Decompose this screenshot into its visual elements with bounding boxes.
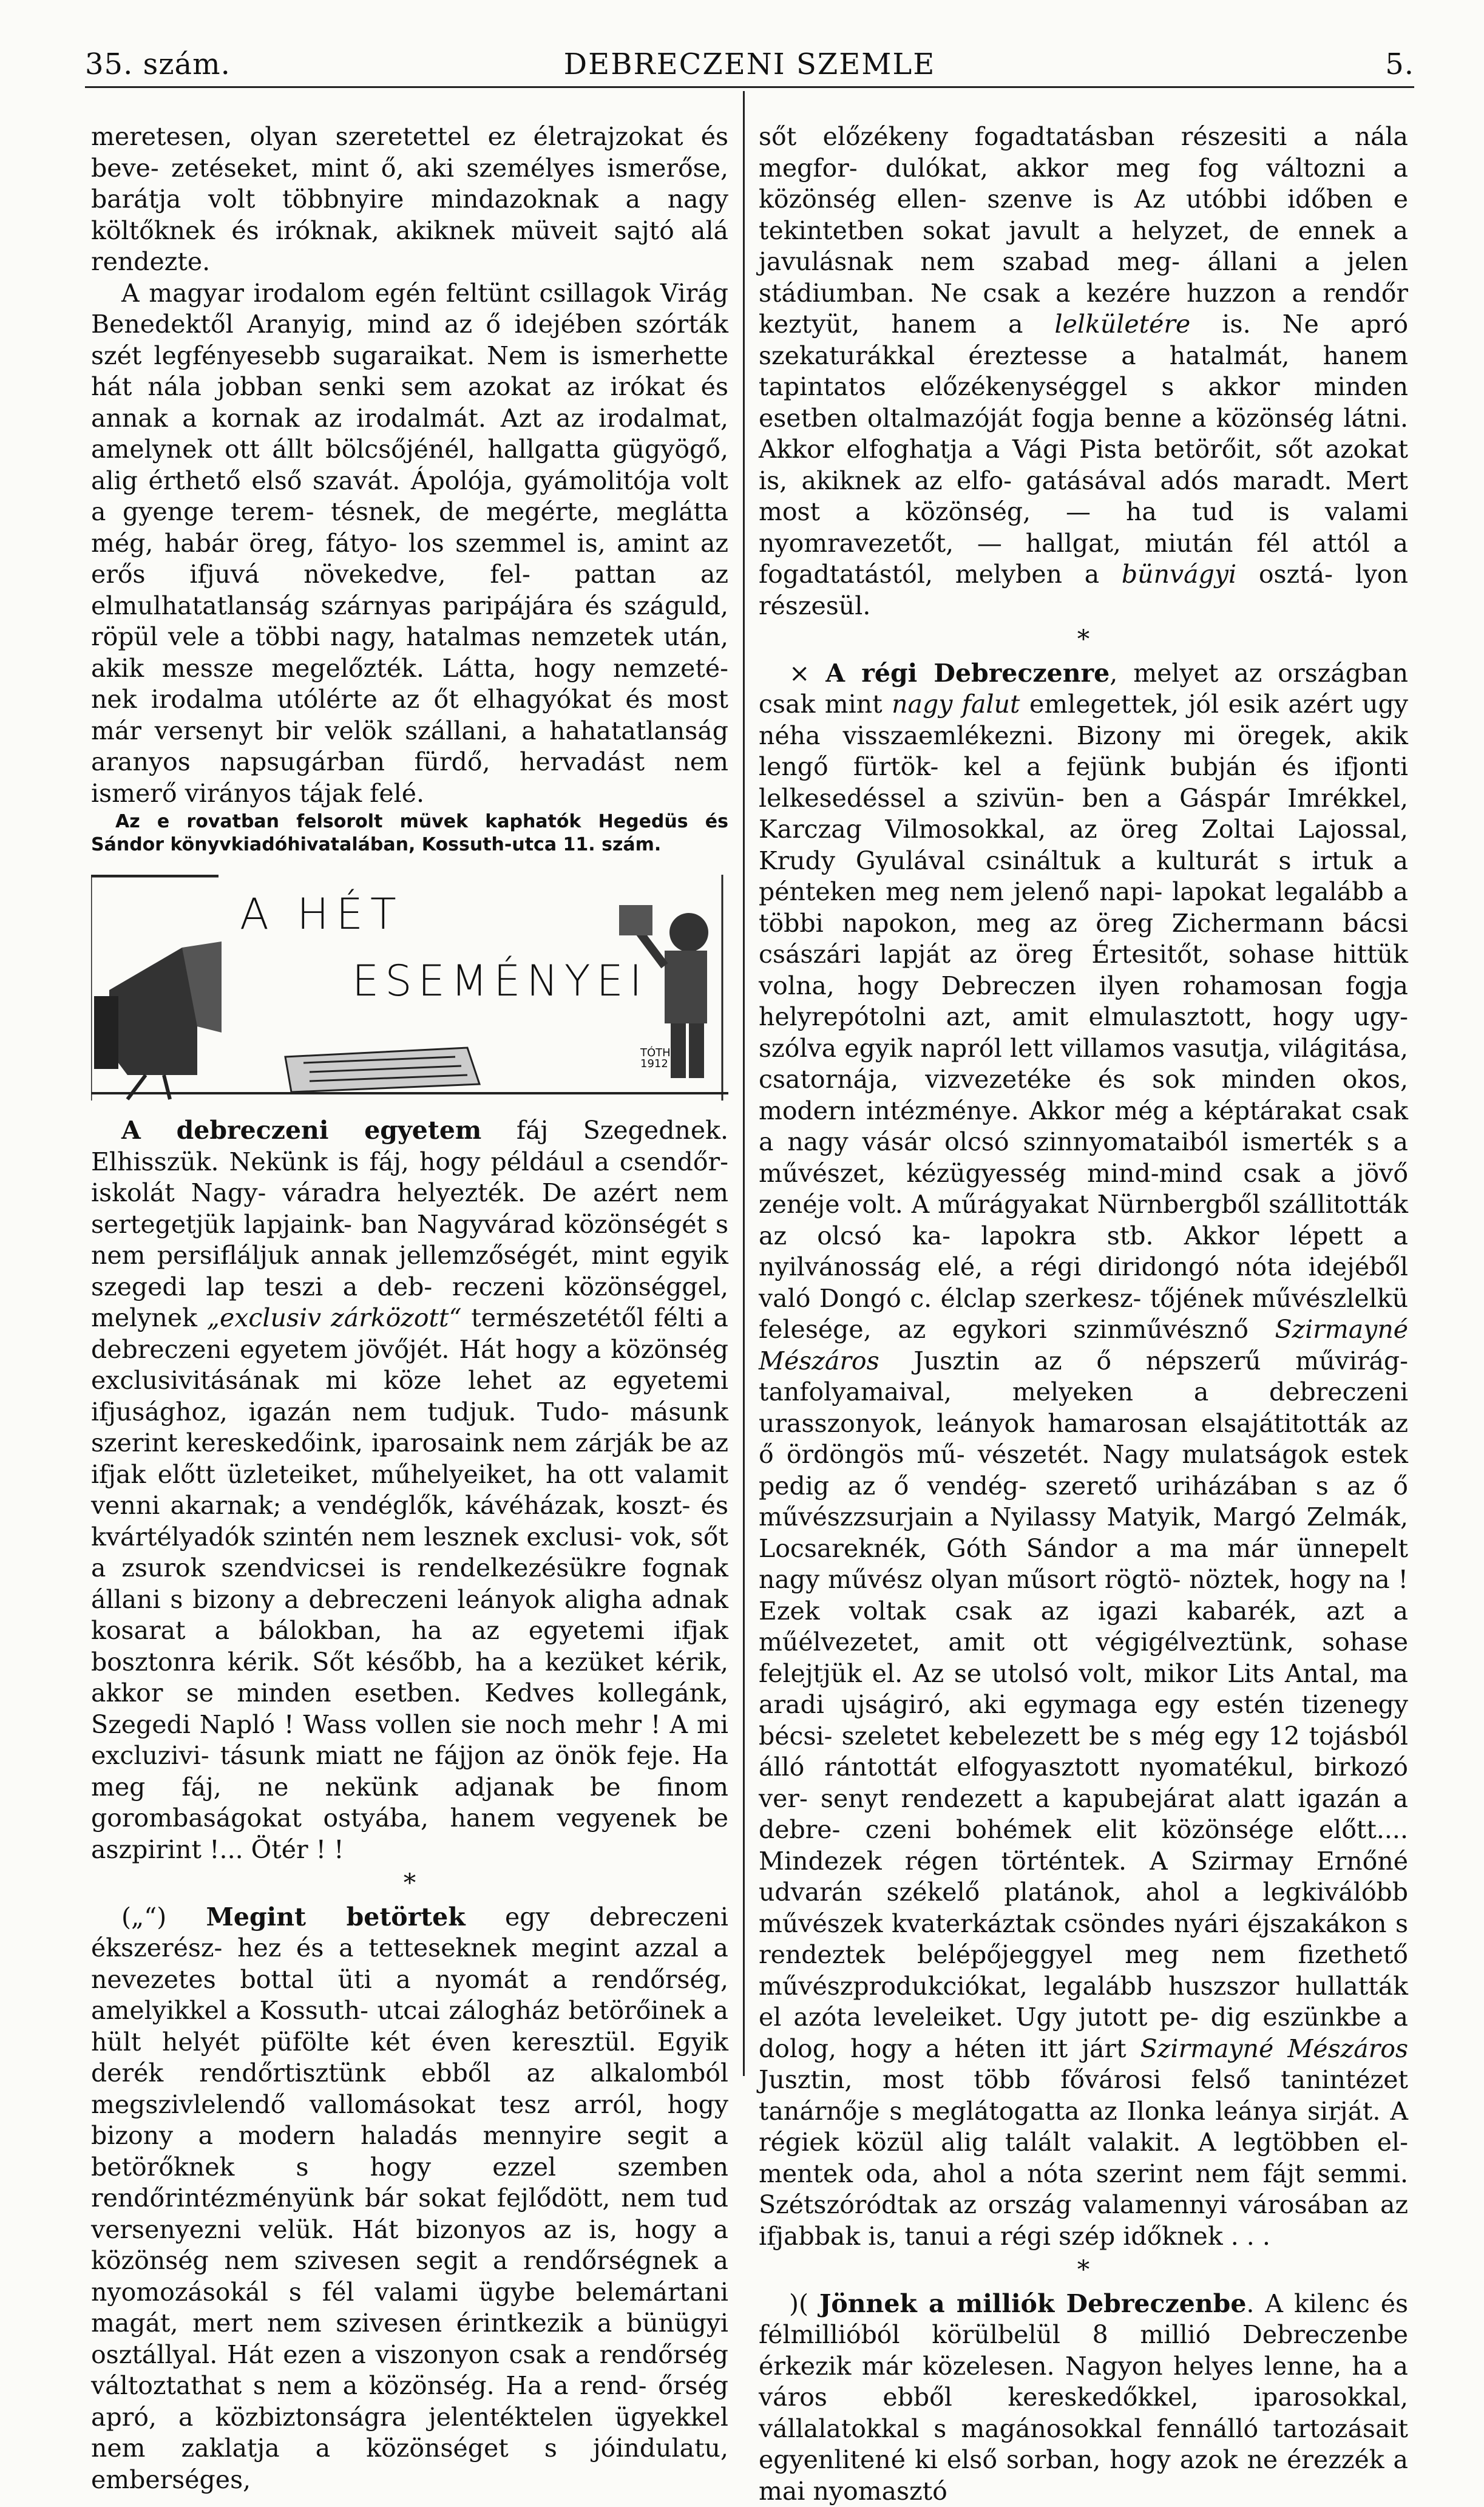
banner-title-line1: A HÉT — [240, 899, 404, 931]
article-heading: A régi Debreczenre — [825, 659, 1110, 688]
banner-signature — [640, 1048, 671, 1070]
article-regi-debreczen: × A régi Debreczenre, melyet az országban csak mint nagy falut emlegettek, jól esik azért ugy néha visszaemlékezni. Bizony mi öregek, akik lengő fürtök- kel a fejünk bubján és ifjonti lelkesedéssel a szivün- ben a Gáspár Imrékkel, Karczag Vilmosokkal, az öreg Zoltai Lajossal, Krudy Gyulával csináltuk a kulturát s irtuk a pénteken meg nem jelenő napi- lapokat legalább a többi napokon, meg az öreg Zichermann bácsi császári lapját az öreg Értesitőt, sohase hittük volna, hogy Debreczen ilyen rohamosan fogja helyrepótolni azt, amit elmulasztott, hogy ugy- szólva egyik napról lett villamos vasutja, világitása, csatornája, vizvezetéke és sok minden okos, modern intézménye. Akkor még a képtárakat csak a nagy vásár olcsó szinnyomataiból ismerték s a művészet, kézügyesség mind-mind csak a jövő zenéje volt. A műrágyakat Nürnbergből szállitották az olcsó ka- lapokra stb. Akkor lépett a nyilvánosság elé, a régi diridongó nóta idejéből való Dongó c. élclap szerkesz- tőjének művészlelkü felesége, az egykori szinművésznő Szirmayné Mészáros Jusztin az ő népszerű művirág- tanfolyamaival, melyeken a debreczeni urasszonyok, leányok hamarosan elsajátitották az ő ördöngös mű- vészetét. Nagy mulatságok estek pedig az ő vendég- szerető uriházában s az ő művészzsurjain a Nyilassy Matyik, Margó Zelmák, Locsareknék, Góth Sándor a ma már ünnepelt nagy művész olyan műsort rögtö- nöztek, hogy na ! Ezek voltak csak az igazi kabarék, azt a műélvezetet, amit ott végigélveztünk, sohase felejtjük el. Az se utolsó volt, mikor Lits Antal, ma aradi ujságiró, aki egymaga egy estén tizenegy bécsi- szeletet kebelezett be s még egy 12 tojásból álló rántottát elfogyasztott nyomatékul, birkozó ver- senyt rendezett a kapubejárat alatt igazán a debre- czeni bohémek elit közönsége előtt.... Mindezek régen történtek. A Szirmay Ernőné udvarán székelő platánok, ahol a legkiválóbb művészek kvaterkáztak csöndes nyári éjszakákon s rendeztek belépőjeggyel meg nem fizethető művészprodukciókat, legalább huszszor hullatták el azóta leveleiket. Ugy jutott pe- dig eszünkbe a dolog, hogy a héten itt járt Szirmayné Mészáros Jusztin, most több fővárosi felső tanintézet tanárnője s meglátogatta az Ilonka leánya sirját. A régiek közül alig talált valakit. A legtöbben el- mentek oda, ahol a nóta szerint nem fájt semmi. Szétszóródtak az ország valamennyi városában az ifjabbak is, tanui a régi szép időknek . . . — [759, 658, 1408, 2253]
section-banner — [91, 875, 728, 1101]
signature-name: TÓTH — [640, 1048, 671, 1059]
page-header — [85, 47, 1414, 84]
article-milliok: )( Jönnek a milliók Debreczenbe. A kilenc és félmillióból körülbelül 8 millió Debreczenbe érkezik már közelesen. Nagyon helyes lenne, ha a város ebből kereskedőkkel, iparosokkal, vállalatokkal s magánosokkal fennálló tartozásait egyenlitené ki első sorban, hogy azok ne érezzék a mai nyomasztó — [759, 2288, 1408, 2507]
separator-star: * — [759, 624, 1408, 656]
article-heading: Jönnek a milliók Debreczenbe — [819, 2289, 1246, 2318]
quote: „exclusiv zárközott“ — [207, 1303, 462, 1332]
article-heading: A debreczeni egyetem — [121, 1116, 481, 1145]
separator-star: * — [91, 1868, 728, 1899]
issue-number: 35. szám. — [85, 47, 231, 81]
paragraph: meretesen, olyan szeretettel ez életrajzokat és beve- zetéseket, mint ő, aki személyes ismerőse, barátja volt többnyire mindazoknak a nagy költőknek és iróknak, akiknek müveit sajtó alá rendezte. — [91, 121, 728, 278]
article-heading: Megint betörtek — [206, 1902, 466, 1932]
paragraph: A magyar irodalom egén feltünt csillagok Virág Benedektől Aranyig, mind az ő idejében szórták szét legfényesebb sugaraikat. Nem is ismerhette hát nála jobban senki sem azokat az irókat és annak a kornak az irodalmát. Azt az irodalmat, amelynek ott állt bölcsőjénél, hallgatta gügyögő, alig érthető első szavát. Ápolója, gyámolitója volt a gyenge terem- tésnek, de megérte, meglátta még, habár öreg, fátyo- los szemmel is, amint az erős ifjuvá növekedve, fel- pattan az elmulhatatlanság szárnyas paripájára és száguld, röpül vele a többi nagy, hatalmas nemzetek után, akik messze megelőzték. Látta, hogy nemzeté- nek irodalma utólérte az őt elhagyókat és most már versenyt bir velök szállani, a hahatatlanság aranyos napsugárban fürdő, hervadást nem ismerő virányos tájak felé. — [91, 278, 728, 810]
right-column — [759, 121, 1408, 2507]
left-column — [91, 121, 728, 2495]
separator-star: * — [759, 2254, 1408, 2286]
paragraph: sőt előzékeny fogadtatásban részesiti a nála megfor- dulókat, akkor meg fog változni a közönség ellen- szenve is Az utóbbi időben e tekintetben sokat javult a helyzet, de ennek a javulásnak nem szabad meg- állani a jelen stádiumban. Ne csak a kezére huzzon a rendőr keztyüt, hanem a lelkületére is. Ne apró szekaturákkal éreztesse a hatalmát, hanem tapintatos előzékenységgel s akkor minden esetben oltalmazóját fogja benne a közönség látni. Akkor elfoghatja a Vági Pista betörőit, sőt azokat is, akiknek az elfo- gatásával adós maradt. Mert most a közönség, — ha tud is valami nyomravezetőt, — hallgat, miután fél attól a fogadtatástól, melyben a bünvágyi osztá- lyon részesül. — [759, 121, 1408, 622]
masthead: DEBRECZENI SZEMLE — [85, 47, 1414, 81]
page-number: 5. — [1385, 47, 1414, 81]
article-egyetem: A debreczeni egyetem fáj Szegednek. Elhisszük. Nekünk is fáj, hogy például a csendőr-iskolát Nagy- váradra helyezték. De azért nem sertegetjük lapjaink- ban Nagyvárad közönségét s nem persifláljuk annak jellemzőségét, mint egyik szegedi lap teszi a deb- reczeni közönséggel, melynek „exclusiv zárközott“ természetétől félti a debreczeni egyetem jövőjét. Hát hogy a közönség exclusivitásának mi köze lehet az egyetemi ifjusághoz, igazán nem tudjuk. Tudo- másunk szerint kereskedőink, iparosaink nem zárják be az ifjak előtt üzleteiket, műhelyeiket, ha ott valamit venni akarnak; a vendéglők, kávéházak, koszt- és kvártélyadók szintén nem lesznek exclusi- vok, sőt a zsurok szendvicsei is rendelkezésükre fognak állani s bizony a debreczeni leányok aligha adnak kosarat a bálokban, ha az egyetemi ifjak bosztonra kérik. Sőt később, ha a kezüket kérik, akkor se minden esetben. Kedves kollegánk, Szegedi Napló ! Wass vollen sie noch mehr ! A mi excluzivi- tásunk miatt ne fájjon az önök feje. Ha meg fáj, ne nekünk adjanak be finom gorombaságokat ostyába, hanem vegyenek be aszpirint !... Ötér ! ! — [91, 1115, 728, 1865]
column-divider — [743, 91, 745, 2076]
advertisement-note: Az e rovatban felsorolt müvek kaphatók Hegedüs és Sándor könyvkiadóhivatalában, Kossuth-utca 11. szám. — [91, 810, 728, 857]
signature-year: 1912 — [640, 1059, 671, 1070]
header-rule — [85, 86, 1414, 88]
article-betortek: („“) Megint betörtek egy debreczeni ékszerész- hez és a tetteseknek megint azzal a nevezetes bottal üti a nyomát a rendőrség, amelyikkel a Kossuth- utcai zálogház betörőinek a hült helyét püfölte két éven keresztül. Egyik derék rendőrtisztünk ebből az alkalomból megszivlelendő vallomásokat tesz arról, hogy bizony a modern haladás mennyire segit a betörőknek s hogy ezzel szemben rendőrintézményünk bár sokat fejlődött, nem tud versenyezni velük. Hát bizonyos az is, hogy a közönség nem szivesen segit a rendőrségnek a nyomozásokál s fél valami ügybe belemártani magát, mert nem szivesen érintkezik a bünügyi osztállyal. Hát ezen a viszonyon csak a rendőrség változtathat s nem a közönség. Ha a rend- őrség apró, a közbiztonságra jelentéktelen ügyekkel nem zaklatja a közönséget s jóindulatu, emberséges, — [91, 1902, 728, 2496]
banner-title-line2: ESEMÉNYEI — [352, 966, 648, 997]
